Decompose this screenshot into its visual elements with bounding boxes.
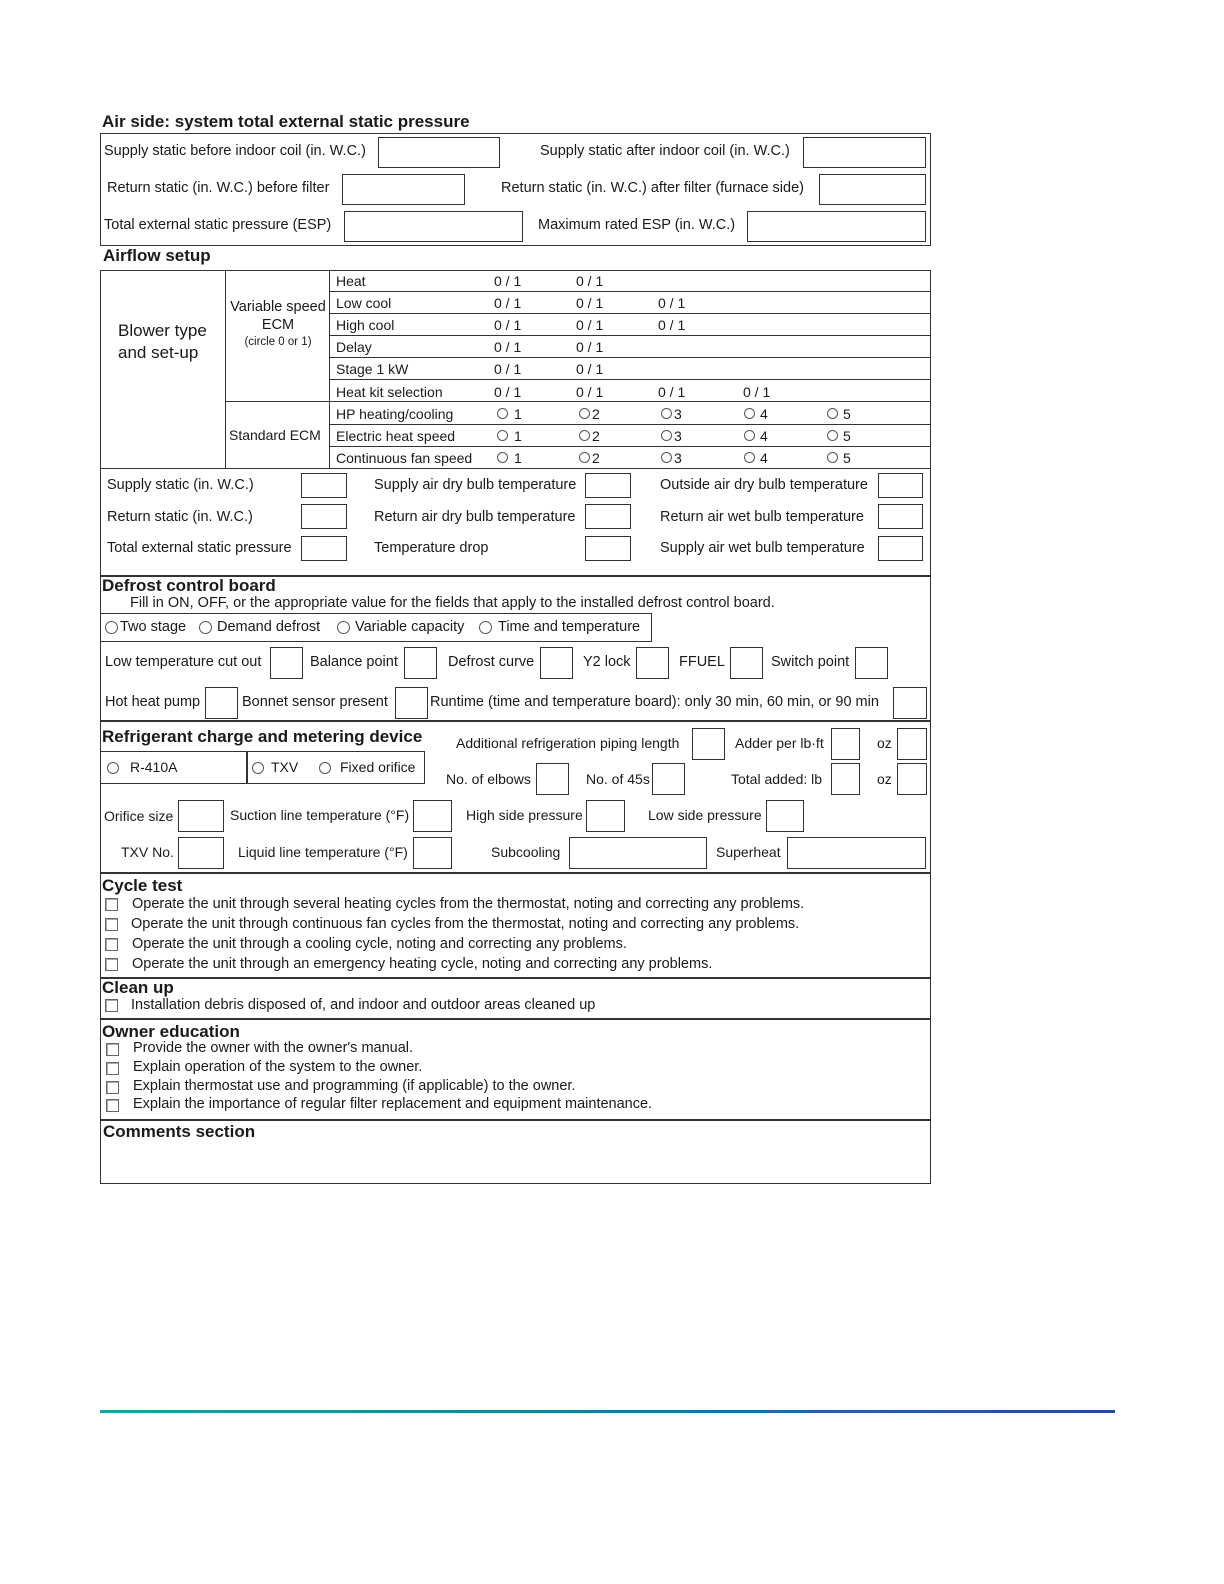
- row-line: [329, 357, 931, 358]
- low-temp-input[interactable]: [270, 647, 303, 679]
- airflow-col-divider-2: [329, 270, 330, 468]
- ffuel-label: FFUEL: [679, 654, 725, 670]
- opt-label: 4: [760, 450, 768, 466]
- return-before-label: Return static (in. W.C.) before filter: [107, 180, 330, 196]
- supply-dry-input[interactable]: [585, 473, 631, 498]
- bonnet-input[interactable]: [395, 687, 428, 719]
- row-delay: Delay: [336, 339, 372, 355]
- radio-variable-capacity[interactable]: [337, 621, 350, 634]
- adder-label: Adder per lb·ft: [735, 735, 824, 751]
- row-line: [329, 401, 931, 402]
- radio-cont-3[interactable]: [661, 452, 672, 463]
- radio-hp-3[interactable]: [661, 408, 672, 419]
- low-temp-label: Low temperature cut out: [105, 654, 262, 670]
- opt-label: 2: [592, 428, 600, 444]
- opt-label: 1: [514, 406, 522, 422]
- supply-before-label: Supply static before indoor coil (in. W.C.): [104, 143, 366, 159]
- radio-time-temp[interactable]: [479, 621, 492, 634]
- radio-two-stage[interactable]: [105, 621, 118, 634]
- row-high-cool: High cool: [336, 317, 395, 333]
- vs-label-2: ECM: [261, 317, 295, 333]
- switch-point-label: Switch point: [771, 654, 850, 670]
- row-line: [329, 335, 931, 336]
- supply-after-input[interactable]: [803, 137, 926, 168]
- radio-hp-5[interactable]: [827, 408, 838, 419]
- supply-before-input[interactable]: [378, 137, 500, 168]
- blower-label-1: Blower type: [118, 321, 207, 340]
- toggle-heatkit-3[interactable]: 0 / 1: [658, 384, 686, 400]
- toggle-heat-1[interactable]: 0 / 1: [494, 273, 522, 289]
- opt-label: 3: [674, 406, 682, 422]
- liquid-label: Liquid line temperature (°F): [238, 844, 408, 860]
- return-after-label: Return static (in. W.C.) after filter (furnace side): [501, 180, 804, 196]
- airflow-col-divider-1: [225, 270, 226, 468]
- radio-cont-4[interactable]: [744, 452, 755, 463]
- row-elec: Electric heat speed: [336, 428, 456, 444]
- return-static-input[interactable]: [301, 504, 347, 529]
- outside-dry-input[interactable]: [878, 473, 923, 498]
- opt-label: 2: [592, 450, 600, 466]
- adder-oz-input[interactable]: [897, 728, 927, 760]
- toggle-heatkit-1[interactable]: 0 / 1: [494, 384, 522, 400]
- ecm-divider: [225, 401, 329, 402]
- additional-input[interactable]: [692, 728, 725, 760]
- opt-label: 2: [592, 406, 600, 422]
- cycle-item-4: Operate the unit through an emergency heating cycle, noting and correcting any problems.: [132, 956, 713, 972]
- hot-heat-input[interactable]: [205, 687, 238, 719]
- return-before-input[interactable]: [342, 174, 465, 205]
- total-esp-input[interactable]: [344, 211, 523, 242]
- toggle-heatkit-4[interactable]: 0 / 1: [743, 384, 771, 400]
- liquid-input[interactable]: [413, 837, 452, 869]
- txv-label: TXV: [271, 759, 299, 775]
- time-temp-label: Time and temperature: [498, 619, 641, 635]
- toggle-heatkit-2[interactable]: 0 / 1: [576, 384, 604, 400]
- owner-checkbox-1[interactable]: [106, 1043, 119, 1056]
- radio-cont-5[interactable]: [827, 452, 838, 463]
- blower-label-2: and set-up: [118, 343, 199, 362]
- owner-checkbox-4[interactable]: [106, 1099, 119, 1112]
- n45-input[interactable]: [652, 763, 685, 795]
- row-low-cool: Low cool: [336, 295, 392, 311]
- orifice-input[interactable]: [178, 800, 224, 832]
- opt-label: 5: [843, 450, 851, 466]
- radio-elec-5[interactable]: [827, 430, 838, 441]
- opt-label: 3: [674, 450, 682, 466]
- toggle-stage1-2[interactable]: 0 / 1: [576, 361, 604, 377]
- radio-demand-defrost[interactable]: [199, 621, 212, 634]
- radio-elec-2[interactable]: [579, 430, 590, 441]
- toggle-highcool-2[interactable]: 0 / 1: [576, 317, 604, 333]
- row-line: [329, 446, 931, 447]
- suction-input[interactable]: [413, 800, 452, 832]
- toggle-heat-2[interactable]: 0 / 1: [576, 273, 604, 289]
- radio-cont-1[interactable]: [497, 452, 508, 463]
- refrigerant-title: Refrigerant charge and metering device: [102, 727, 423, 746]
- return-static-label: Return static (in. W.C.): [107, 509, 253, 525]
- supply-static-input[interactable]: [301, 473, 347, 498]
- orifice-label: Orifice size: [104, 808, 174, 824]
- radio-hp-2[interactable]: [579, 408, 590, 419]
- radio-elec-1[interactable]: [497, 430, 508, 441]
- cleanup-item: Installation debris disposed of, and indoor and outdoor areas cleaned up: [131, 997, 596, 1013]
- reading-total-esp-label: Total external static pressure: [107, 540, 292, 556]
- opt-label: 5: [843, 428, 851, 444]
- high-side-input[interactable]: [586, 800, 625, 832]
- defrost-title: Defrost control board: [102, 576, 276, 595]
- superheat-input[interactable]: [787, 837, 926, 869]
- opt-label: 3: [674, 428, 682, 444]
- adder-oz-label: oz: [877, 735, 892, 751]
- supply-wet-input[interactable]: [878, 536, 923, 561]
- owner-item-2: Explain operation of the system to the owner.: [133, 1059, 423, 1075]
- return-dry-label: Return air dry bulb temperature: [374, 509, 576, 525]
- superheat-label: Superheat: [716, 844, 781, 860]
- fixed-orifice-label: Fixed orifice: [340, 759, 416, 775]
- comments-title: Comments section: [103, 1122, 256, 1141]
- subcooling-label: Subcooling: [491, 844, 561, 860]
- adder-input[interactable]: [831, 728, 860, 760]
- row-cont: Continuous fan speed: [336, 450, 473, 466]
- toggle-lowcool-2[interactable]: 0 / 1: [576, 295, 604, 311]
- owner-item-4: Explain the importance of regular filter replacement and equipment maintenance.: [133, 1096, 653, 1112]
- footer-rule: [100, 1410, 1115, 1413]
- owner-item-1: Provide the owner with the owner's manual.: [133, 1040, 414, 1056]
- balance-input[interactable]: [404, 647, 437, 679]
- n45-label: No. of 45s: [586, 771, 650, 787]
- toggle-highcool-3[interactable]: 0 / 1: [658, 317, 686, 333]
- outside-dry-label: Outside air dry bulb temperature: [660, 477, 868, 493]
- max-esp-label: Maximum rated ESP (in. W.C.): [538, 217, 736, 233]
- owner-checkbox-2[interactable]: [106, 1062, 119, 1075]
- temp-drop-input[interactable]: [585, 536, 631, 561]
- r410a-label: R-410A: [130, 759, 178, 775]
- cycle-title: Cycle test: [102, 876, 183, 895]
- owner-item-3: Explain thermostat use and programming (if applicable) to the owner.: [133, 1078, 576, 1094]
- total-added-label: Total added: lb: [731, 771, 823, 787]
- low-side-label: Low side pressure: [648, 807, 762, 823]
- owner-checkbox-3[interactable]: [106, 1081, 119, 1094]
- runtime-input[interactable]: [893, 687, 927, 719]
- vs-label-3: (circle 0 or 1): [244, 336, 312, 348]
- radio-elec-3[interactable]: [661, 430, 672, 441]
- total-oz-label: oz: [877, 771, 892, 787]
- cleanup-title: Clean up: [102, 978, 174, 997]
- radio-hp-1[interactable]: [497, 408, 508, 419]
- airflow-title: Airflow setup: [103, 246, 211, 265]
- opt-label: 1: [514, 428, 522, 444]
- row-hp: HP heating/cooling: [336, 406, 454, 422]
- radio-r410a[interactable]: [107, 762, 119, 774]
- toggle-delay-2[interactable]: 0 / 1: [576, 339, 604, 355]
- return-wet-label: Return air wet bulb temperature: [660, 509, 864, 525]
- max-esp-input[interactable]: [747, 211, 926, 242]
- radio-fixed-orifice[interactable]: [319, 762, 331, 774]
- supply-dry-label: Supply air dry bulb temperature: [374, 477, 577, 493]
- return-wet-input[interactable]: [878, 504, 923, 529]
- runtime-label: Runtime (time and temperature board): only 30 min, 60 min, or 90 min: [430, 694, 879, 710]
- toggle-delay-1[interactable]: 0 / 1: [494, 339, 522, 355]
- defrost-curve-input[interactable]: [540, 647, 573, 679]
- opt-label: 1: [514, 450, 522, 466]
- bonnet-label: Bonnet sensor present: [242, 694, 388, 710]
- std-ecm-label: Standard ECM: [229, 427, 321, 443]
- defrost-instructions: Fill in ON, OFF, or the appropriate value for the fields that apply to the installed defrost control board.: [130, 595, 775, 611]
- opt-label: 4: [760, 428, 768, 444]
- toggle-lowcool-3[interactable]: 0 / 1: [658, 295, 686, 311]
- row-line: [329, 291, 931, 292]
- opt-label: 5: [843, 406, 851, 422]
- cycle-checkbox-4[interactable]: [105, 958, 118, 971]
- opt-label: 4: [760, 406, 768, 422]
- row-line: [329, 424, 931, 425]
- low-side-input[interactable]: [766, 800, 804, 832]
- cycle-checkbox-3[interactable]: [105, 938, 118, 951]
- radio-hp-4[interactable]: [744, 408, 755, 419]
- total-esp-label: Total external static pressure (ESP): [104, 217, 332, 233]
- suction-label: Suction line temperature (°F): [230, 807, 410, 823]
- radio-txv[interactable]: [252, 762, 264, 774]
- txv-no-label: TXV No.: [121, 844, 174, 860]
- temp-drop-label: Temperature drop: [374, 540, 489, 556]
- return-dry-input[interactable]: [585, 504, 631, 529]
- radio-cont-2[interactable]: [579, 452, 590, 463]
- y2-lock-input[interactable]: [636, 647, 669, 679]
- txv-no-input[interactable]: [178, 837, 224, 869]
- cycle-checkbox-1[interactable]: [105, 898, 118, 911]
- ffuel-input[interactable]: [730, 647, 763, 679]
- demand-defrost-label: Demand defrost: [217, 619, 321, 635]
- row-line: [329, 379, 931, 380]
- cycle-checkbox-2[interactable]: [105, 918, 118, 931]
- switch-point-input[interactable]: [855, 647, 888, 679]
- elbows-input[interactable]: [536, 763, 569, 795]
- airflow-divider: [100, 468, 931, 469]
- y2-lock-label: Y2 lock: [583, 654, 631, 670]
- cleanup-checkbox[interactable]: [105, 999, 118, 1012]
- toggle-lowcool-1[interactable]: 0 / 1: [494, 295, 522, 311]
- subcooling-input[interactable]: [569, 837, 707, 869]
- total-added-input[interactable]: [831, 763, 860, 795]
- cycle-item-3: Operate the unit through a cooling cycle, noting and correcting any problems.: [132, 936, 627, 952]
- high-side-label: High side pressure: [466, 807, 583, 823]
- owner-title: Owner education: [102, 1022, 240, 1041]
- radio-elec-4[interactable]: [744, 430, 755, 441]
- toggle-highcool-1[interactable]: 0 / 1: [494, 317, 522, 333]
- toggle-stage1-1[interactable]: 0 / 1: [494, 361, 522, 377]
- row-heat-kit: Heat kit selection: [336, 384, 443, 400]
- variable-capacity-label: Variable capacity: [355, 619, 465, 635]
- two-stage-label: Two stage: [120, 619, 187, 635]
- additional-label: Additional refrigeration piping length: [456, 735, 680, 751]
- air-side-title: Air side: system total external static pressure: [102, 112, 470, 131]
- defrost-curve-label: Defrost curve: [448, 654, 535, 670]
- supply-after-label: Supply static after indoor coil (in. W.C.): [540, 143, 790, 159]
- vs-label-1: Variable speed: [230, 299, 326, 315]
- hot-heat-label: Hot heat pump: [105, 694, 201, 710]
- row-stage1: Stage 1 kW: [336, 361, 409, 377]
- total-oz-input[interactable]: [897, 763, 927, 795]
- supply-static-label: Supply static (in. W.C.): [107, 477, 254, 493]
- row-heat: Heat: [336, 273, 366, 289]
- return-after-input[interactable]: [819, 174, 926, 205]
- balance-label: Balance point: [310, 654, 398, 670]
- supply-wet-label: Supply air wet bulb temperature: [660, 540, 865, 556]
- cycle-item-2: Operate the unit through continuous fan cycles from the thermostat, noting and correcting any problems.: [131, 916, 800, 932]
- reading-total-esp-input[interactable]: [301, 536, 347, 561]
- row-line: [329, 313, 931, 314]
- elbows-label: No. of elbows: [446, 771, 531, 787]
- cycle-item-1: Operate the unit through several heating cycles from the thermostat, noting and correcting any problems.: [132, 896, 805, 912]
